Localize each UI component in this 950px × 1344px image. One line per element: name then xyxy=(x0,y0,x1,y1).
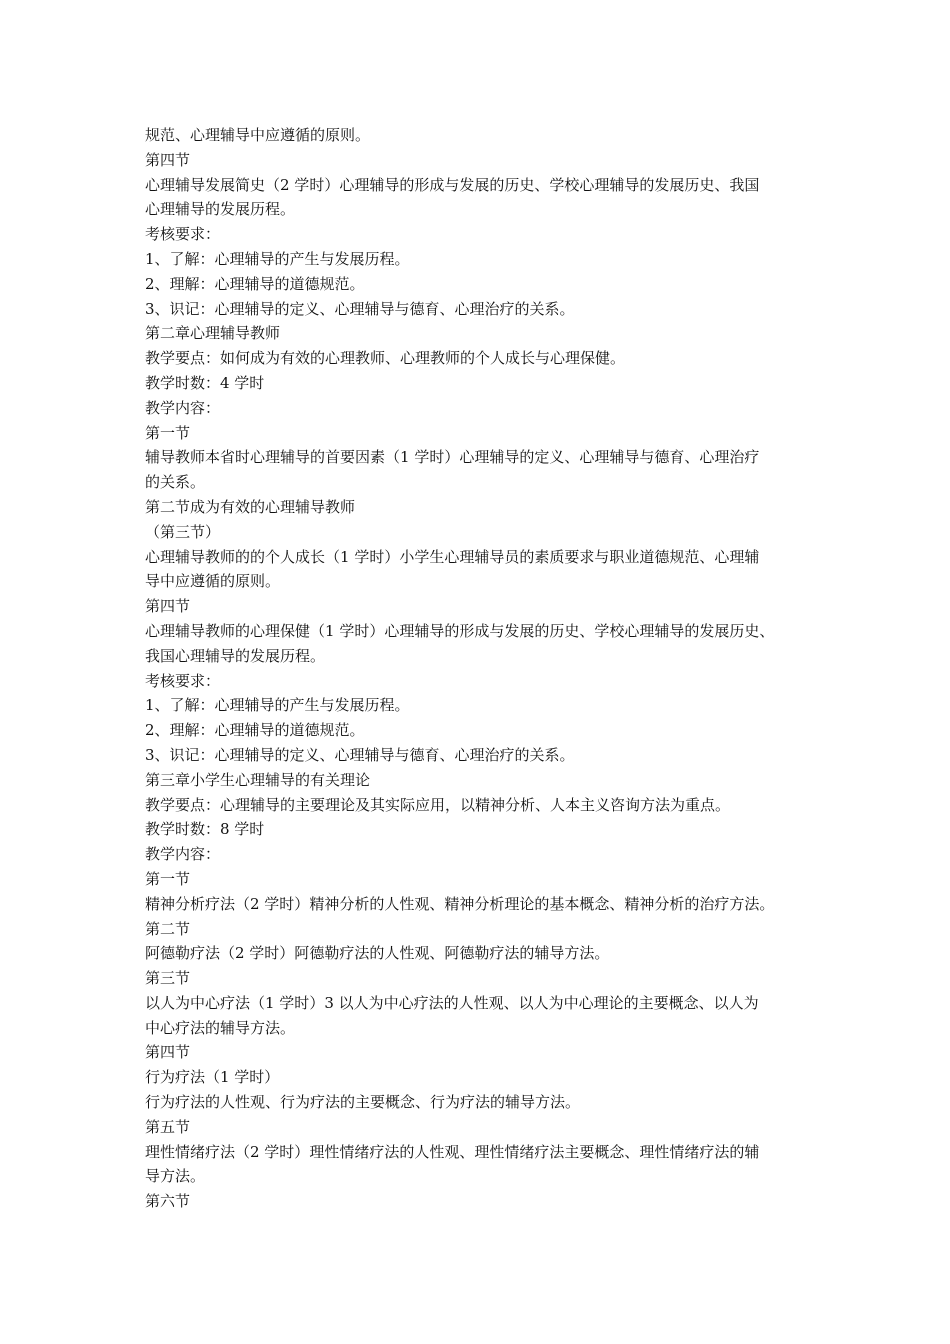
text-line: 考核要求： xyxy=(145,671,221,690)
text-line: 第三章小学生心理辅导的有关理论 xyxy=(145,770,371,789)
text-line: 1、了解：心理辅导的产生与发展历程。 xyxy=(145,249,410,268)
text-line: 第一节 xyxy=(145,869,191,888)
text-line: 行为疗法的人性观、行为疗法的主要概念、行为疗法的辅导方法。 xyxy=(145,1093,581,1112)
text-line: 第一节 xyxy=(145,423,191,442)
text-line: 第二章心理辅导教师 xyxy=(145,324,281,343)
text-line: 第六节 xyxy=(145,1192,191,1211)
text-line: 3、识记：心理辅导的定义、心理辅导与德育、心理治疗的关系。 xyxy=(145,299,575,318)
text-line: （第三节） xyxy=(145,522,221,541)
text-line: 阿德勒疗法（2 学时）阿德勒疗法的人性观、阿德勒疗法的辅导方法。 xyxy=(145,944,610,963)
text-line: 1、了解：心理辅导的产生与发展历程。 xyxy=(145,696,410,715)
text-line: 教学内容： xyxy=(145,398,221,417)
text-line: 心理辅导教师的心理保健（1 学时）心理辅导的形成与发展的历史、学校心理辅导的发展历史、 xyxy=(145,621,775,640)
text-line: 第四节 xyxy=(145,597,191,616)
text-line: 规范、心理辅导中应遵循的原则。 xyxy=(145,126,371,144)
text-line: 精神分析疗法（2 学时）精神分析的人性观、精神分析理论的基本概念、精神分析的治疗方法。 xyxy=(145,894,775,913)
text-line: 第二节 xyxy=(145,919,191,938)
text-line: 第四节 xyxy=(145,150,191,169)
text-line: 导方法。 xyxy=(145,1167,206,1186)
text-line: 导中应遵循的原则。 xyxy=(145,572,281,591)
text-line: 辅导教师本省时心理辅导的首要因素（1 学时）心理辅导的定义、心理辅导与德育、心理治疗 xyxy=(145,448,760,467)
text-line: 2、理解：心理辅导的道德规范。 xyxy=(145,274,365,293)
text-line: 考核要求： xyxy=(145,225,221,244)
text-line: 第五节 xyxy=(145,1117,191,1136)
text-line: 教学内容： xyxy=(145,845,221,864)
text-line: 以人为中心疗法（1 学时）3 以人为中心疗法的人性观、以人为中心理论的主要概念、以人为 xyxy=(145,993,759,1012)
text-line: 理性情绪疗法（2 学时）理性情绪疗法的人性观、理性情绪疗法主要概念、理性情绪疗法的辅 xyxy=(145,1142,760,1161)
text-line: 教学要点：心理辅导的主要理论及其实际应用，以精神分析、人本主义咨询方法为重点。 xyxy=(145,795,731,814)
text-line: 2、理解：心理辅导的道德规范。 xyxy=(145,721,365,740)
text-line: 心理辅导教师的的个人成长（1 学时）小学生心理辅导员的素质要求与职业道德规范、心理辅 xyxy=(145,547,760,566)
text-line: 的关系。 xyxy=(145,473,206,492)
text-line: 3、识记：心理辅导的定义、心理辅导与德育、心理治疗的关系。 xyxy=(145,745,575,764)
text-line: 我国心理辅导的发展历程。 xyxy=(145,646,326,665)
text-line: 教学时数：4 学时 xyxy=(145,373,265,392)
text-line: 第四节 xyxy=(145,1043,191,1062)
document-page xyxy=(145,123,825,1214)
text-line: 第二节成为有效的心理辅导教师 xyxy=(145,497,356,516)
text-line: 第三节 xyxy=(145,969,191,988)
text-line: 中心疗法的辅导方法。 xyxy=(145,1018,296,1037)
text-line: 心理辅导的发展历程。 xyxy=(145,200,296,219)
text-line: 教学要点：如何成为有效的心理教师、心理教师的个人成长与心理保健。 xyxy=(145,349,626,368)
text-line: 心理辅导发展简史（2 学时）心理辅导的形成与发展的历史、学校心理辅导的发展历史、我国 xyxy=(145,175,760,194)
text-line: 教学时数：8 学时 xyxy=(145,820,265,839)
text-line: 行为疗法（1 学时） xyxy=(145,1068,280,1087)
